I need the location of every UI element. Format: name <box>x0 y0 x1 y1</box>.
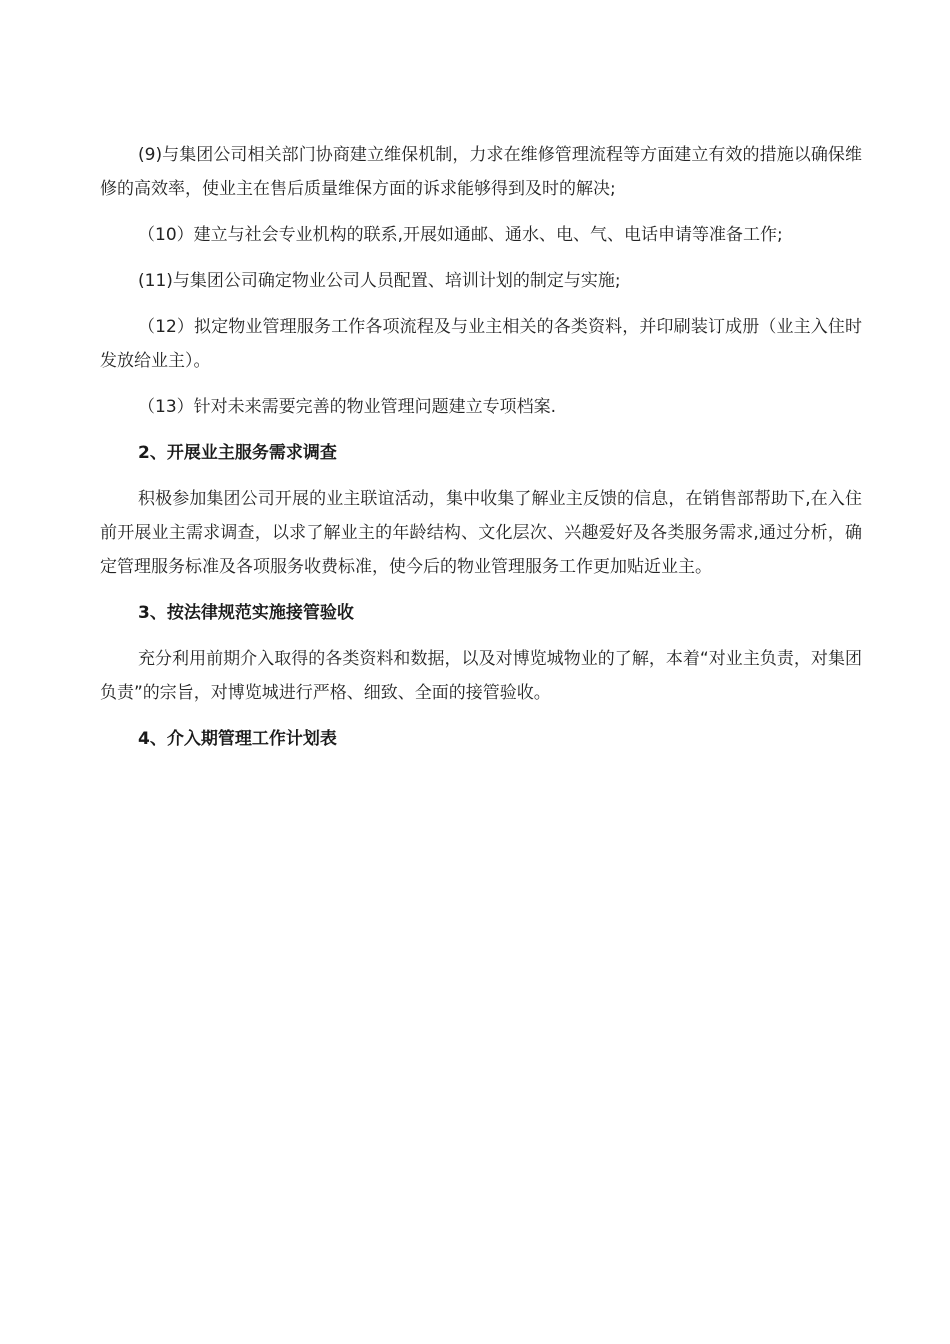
list-item-11: (11)与集团公司确定物业公司人员配置、培训计划的制定与实施; <box>138 271 621 291</box>
section-3-heading: 3、按法律规范实施接管验收 <box>138 603 354 623</box>
section-4-heading: 4、介入期管理工作计划表 <box>138 729 337 749</box>
document-body <box>100 138 862 768</box>
list-item-13: （13）针对未来需要完善的物业管理问题建立专项档案. <box>138 397 557 417</box>
section-2-heading: 2、开展业主服务需求调查 <box>138 443 337 463</box>
list-item-10: （10）建立与社会专业机构的联系,开展如通邮、通水、电、气、电话申请等准备工作; <box>138 225 783 245</box>
list-item-9: (9)与集团公司相关部门协商建立维保机制，力求在维修管理流程等方面建立有效的措施以确保维修的高效率，使业主在售后质量维保方面的诉求能够得到及时的解决; <box>100 145 862 199</box>
section-3-paragraph: 充分利用前期介入取得的各类资料和数据，以及对博览城物业的了解，本着“对业主负责，对集团负责”的宗旨，对博览城进行严格、细致、全面的接管验收。 <box>100 649 862 703</box>
list-item-12: （12）拟定物业管理服务工作各项流程及与业主相关的各类资料，并印刷装订成册（业主入住时发放给业主）。 <box>100 317 862 371</box>
section-2-paragraph: 积极参加集团公司开展的业主联谊活动，集中收集了解业主反馈的信息，在销售部帮助下,在入住前开展业主需求调查，以求了解业主的年龄结构、文化层次、兴趣爱好及各类服务需求,通过分析，确定管理服务标准及各项服务收费标准，使今后的物业管理服务工作更加贴近业主。 <box>100 489 862 577</box>
